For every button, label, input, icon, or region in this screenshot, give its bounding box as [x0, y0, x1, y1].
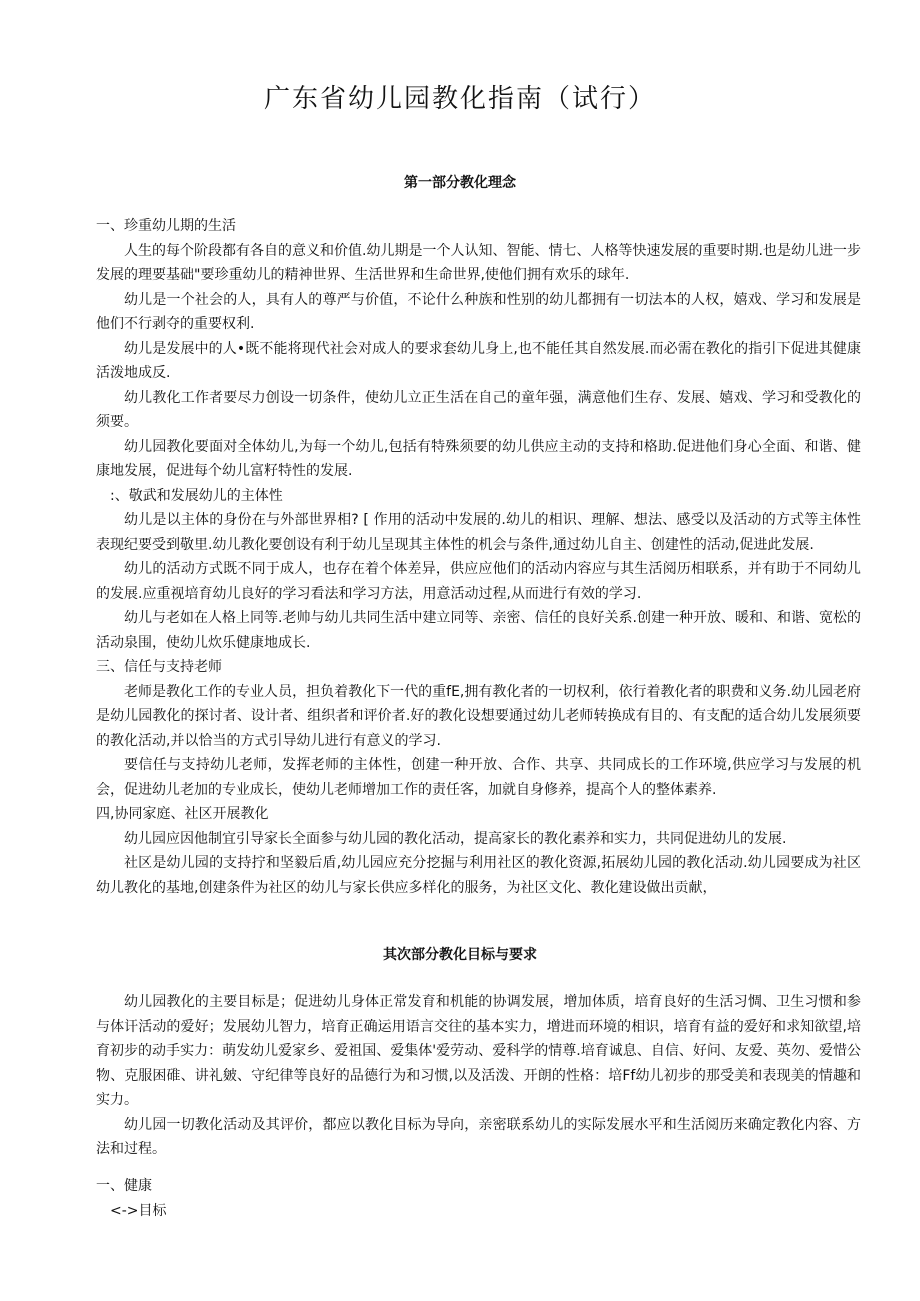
section1-paragraph: 幼儿是发展中的人•既不能将现代社会对成人的要求套幼儿身上,也不能任其自然发展.而必需在教化的指引下促进其健康活泼地成反.: [96, 340, 861, 381]
section3-heading: 三、信任与支持老师: [96, 659, 222, 675]
section1-paragraph: 人生的每个阶段都有各自的意义和价值.幼儿期是一个人认知、智能、情七、人格等快速发展的重要时期.也是幼儿进一步发展的理要基础"要珍重幼儿的精神世界、生活世界和生命世界,使他们拥有欢乐的球年.: [96, 242, 861, 283]
document-title: 广东省幼儿园教化指南（试行）: [263, 84, 656, 114]
health-heading: 一、健康: [96, 1178, 152, 1194]
section2-heading: :、敬武和发展幼儿的主体性: [110, 487, 283, 504]
part2-paragraph: 幼儿园教化的主要目标是；促进幼儿身体正常发育和机能的协调发展，增加体质，培育良好的生活习惆、卫生习惯和参与体讦活动的爱好；发展幼儿智力，培育正确运用语言交往的基本实力，增进而环境的相识，培育有益的爱好和求知欲望,培育初步的动手实力：萌发幼儿爱家乡、爱祖国、爱集体'爱劳动、爱科学的情尊.培育诚息、自信、好问、友爱、英勿、爱惜公物、克服困碓、讲礼皴、守纪律等良好的品德行为和习惯,以及活泼、开朗的性格：培Ff幼儿初步的那受美和表现美的情趣和实力。: [96, 994, 861, 1108]
health-section: [96, 1174, 861, 1223]
section2-paragraph: 幼儿与老如在人格上同等.老帅与幼儿共同生活中建立同等、亲密、信任的良好关系.创建一种开放、暖和、和谐、宽松的活动泉围，使幼儿炊乐健康地成长.: [96, 610, 861, 651]
section2-paragraph: 幼儿的活动方式既不同于成人，也存在着个体差异，供应应他们的活动内容应与其生活阅历相联系，并有助于不同幼儿的发展.应重视培育幼儿良好的学习看法和学习方法，用意活动过程,从而进行有效的学习.: [96, 561, 861, 602]
section3-paragraph: 老师是教化工作的专业人员，担负着教化下一代的重fE,拥有教化者的一切权利，依行着教化者的职费和义务.幼儿园老府是幼儿园教化的探讨者、设计者、组织者和评价者.好的教化设想要通过幼儿老师转换成有目的、有支配的适合幼儿发展须要的教化活动,并以恰当的方式引导幼儿进行有意义的学习.: [96, 683, 861, 749]
section4-heading: 四,协同家庭、社区开展教化: [96, 806, 269, 822]
section2-paragraph: 幼儿是以主体的身份在与外部世界相? [ 作用的活动中发展的.幼儿的相识、理解、想法、感受以及活动的方式等主体性表现纪要受到敬里.幼儿教化要创设有利于幼儿呈现其主体性的机会与条件,通过幼儿自主、创建性的活动,促进此发展.: [96, 512, 861, 553]
health-goal-heading: <->目标: [110, 1202, 167, 1219]
section1-paragraph: 幼儿是一个社会的人，具有人的尊严与价值，不论什么种族和性别的幼儿都拥有一切法本的人权，嬉戏、学习和发展是他们不行剥夺的重要权利.: [96, 291, 861, 332]
part2-paragraph: 幼儿园一切教化活动及其评价，都应以教化目标为导向，亲密联系幼儿的实际发展水平和生活阅历来确定教化内容、方法和过程。: [96, 1116, 861, 1157]
section1-heading: 一、珍重幼儿期的生活: [96, 218, 236, 234]
part1-title: 第一部分教化理念: [404, 175, 516, 191]
part1-body: [96, 214, 861, 900]
section3-paragraph: 要信任与支持幼儿老师，发挥老师的主体性，创建一种开放、合作、共享、共同成长的工作环境,供应学习与发展的机会，促进幼儿老加的专业成长，使幼儿老师增加工作的责任客，加就自身修养，提高个人的整体素养.: [96, 757, 861, 798]
part2-body: [96, 990, 861, 1162]
section4-paragraph: 幼儿园应因他制宜引导家长全面参与幼儿园的教化活动，提高家长的教化素养和实力，共同促进幼儿的发展.: [124, 830, 787, 847]
section4-paragraph: 社区是幼儿园的支持拧和坚毅后盾,幼儿园应充分挖掘与利用社区的教化资源,拓展幼儿园的教化活动.幼儿园要成为社区幼儿教化的基地,创建条件为社区的幼儿与家长供应多样化的服务，为社区文化、教化建设做出贡献，: [96, 855, 861, 896]
section1-paragraph: 幼儿园教化要面对全体幼儿,为每一个幼儿,包括有特殊须要的幼儿供应主动的支持和格助.促进他们身心全面、和谐、健康地发展，促进每个幼儿富籽特性的发展.: [96, 438, 861, 479]
part2-title: 其次部分教化目标与要求: [383, 947, 537, 963]
section1-paragraph: 幼儿教化工作者要尽力创设一切条件，使幼儿立正生活在自己的童年强，满意他们生存、发展、嬉戏、学习和受教化的须要。: [96, 389, 861, 430]
